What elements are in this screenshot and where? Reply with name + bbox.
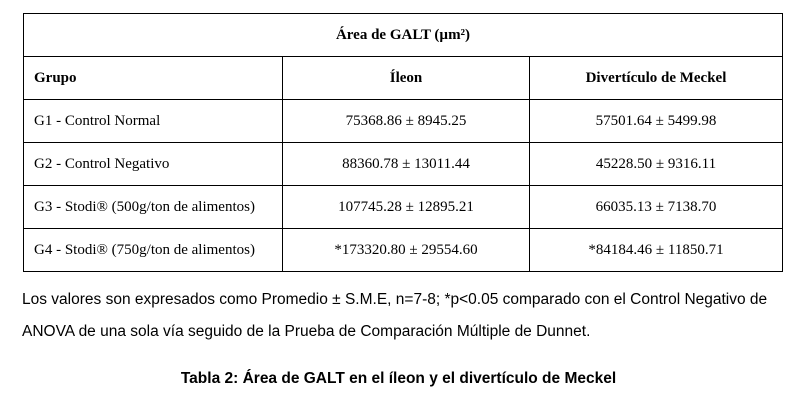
header-meckel: Divertículo de Meckel [530,57,783,100]
cell-grupo: G2 - Control Negativo [24,143,283,186]
cell-ileon: 107745.28 ± 12895.21 [283,186,530,229]
table-row [24,100,783,143]
cell-grupo: G3 - Stodi® (500g/ton de alimentos) [24,186,283,229]
cell-meckel: 45228.50 ± 9316.11 [530,143,783,186]
cell-meckel: 66035.13 ± 7138.70 [530,186,783,229]
table-row [24,143,783,186]
cell-ileon: 75368.86 ± 8945.25 [283,100,530,143]
cell-meckel: *84184.46 ± 11850.71 [530,229,783,272]
cell-grupo: G1 - Control Normal [24,100,283,143]
table-title-row [24,14,783,57]
cell-meckel: 57501.64 ± 5499.98 [530,100,783,143]
table-row [24,186,783,229]
cell-ileon: 88360.78 ± 13011.44 [283,143,530,186]
table-header-row [24,57,783,100]
header-ileon: Íleon [283,57,530,100]
header-grupo: Grupo [24,57,283,100]
table-row [24,229,783,272]
cell-grupo: G4 - Stodi® (750g/ton de alimentos) [24,229,283,272]
table-title: Área de GALT (µm²) [24,14,783,57]
table-footnote: Los valores son expresados como Promedio ± S.M.E, n=7-8; *p<0.05 comparado con el Control Negativo de ANOVA de una sola vía seguido de la Prueba de Comparación Múltiple de Dunnet. [22,291,768,340]
table-caption: Tabla 2: Área de GALT en el íleon y el divertículo de Meckel [180,370,617,387]
cell-ileon: *173320.80 ± 29554.60 [283,229,530,272]
galt-table [23,13,783,272]
